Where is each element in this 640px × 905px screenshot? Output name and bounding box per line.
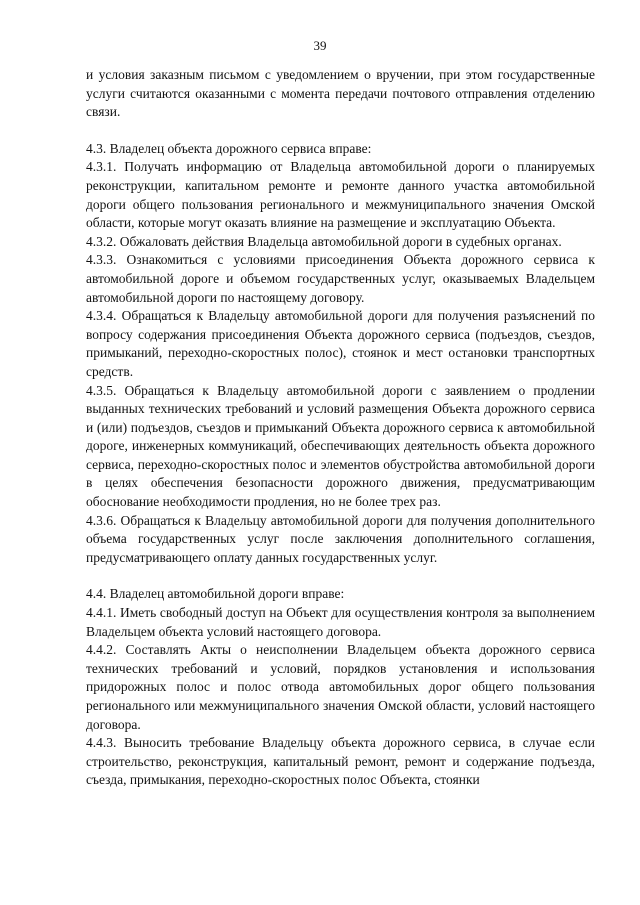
clause-4-3-5: 4.3.5. Обращаться к Владельцу автомобильной дороги с заявлением о продлении выданных технических требований и условий размещения Объекта дорожного сервиса и (или) подъездов, съездов и примыканий Объекта дорожного сервиса к автомобильной дороге, инженерных коммуникаций, обеспечивающих деятельность объекта дорожного сервиса, переходно-скоростных полос и элементов обустройства автомобильной дороги в целях обеспечения безопасности дорожного движения, предусматривающим обоснование необходимости продления, но не более трех раз. [86,382,595,510]
section-gap [86,122,595,140]
clause-4-3-6: 4.3.6. Обращаться к Владельцу автомобильной дороги для получения дополнительного объема государственных услуг после заключения дополнительного соглашения, предусматривающего оплату данных государственных услуг. [86,512,595,565]
clause-4-3-2: 4.3.2. Обжаловать действия Владельца автомобильной дороги в судебных органах. [86,233,562,249]
clause-4-3-3: 4.3.3. Ознакомиться с условиями присоединения Объекта дорожного сервиса к автомобильной дороге и объемом государственных услуг, оказываемых Владельцем автомобильной дороги по настоящему договору. [86,252,595,305]
clause-4-4-3: 4.4.3. Выносить требование Владельцу объекта дорожного сервиса, в случае если строительство, реконструкция, капитальный ремонт, ремонт и содержание подъезда, съезда, примыкания, переходно-скоростных полос Объекта, стоянки [86,735,595,788]
section-heading-4-4: 4.4. Владелец автомобильной дороги вправе: [86,586,345,602]
page-number: 39 [313,38,327,53]
document-body [86,66,595,790]
clause-4-3-4: 4.3.4. Обращаться к Владельцу автомобильной дороги для получения разъяснений по вопросу содержания присоединения Объекта дорожного сервиса (подъездов, съездов, примыканий, переходно-скоростных полос), стоянок и мест остановки транспортных средств. [86,308,595,379]
clause-4-3-1: 4.3.1. Получать информацию от Владельца автомобильной дороги о планируемых реконструкции, капитальном ремонте и ремонте данного участка автомобильной дороги общего пользования регионального и межмуниципального значения Омской области, которые могут оказать влияние на размещение и эксплуатацию Объекта. [86,159,595,231]
clause-4-4-1: 4.4.1. Иметь свободный доступ на Объект для осуществления контроля за выполнением Владельцем объекта условий настоящего договора. [86,605,595,639]
paragraph-continuation: и условия заказным письмом с уведомлением о вручении, при этом государственные услуги считаются оказанными с момента передачи почтового отправления отделению связи. [86,67,595,120]
clause-4-4-2: 4.4.2. Составлять Акты о неисполнении Владельцем объекта дорожного сервиса технических требований и условий, порядков установления и использования придорожных полос и полос отвода автомобильных дорог общего пользования регионального или межмуниципального значения Омской области, условий настоящего договора. [86,642,595,732]
section-gap [86,567,595,585]
section-heading-4-3: 4.3. Владелец объекта дорожного сервиса вправе: [86,140,372,156]
